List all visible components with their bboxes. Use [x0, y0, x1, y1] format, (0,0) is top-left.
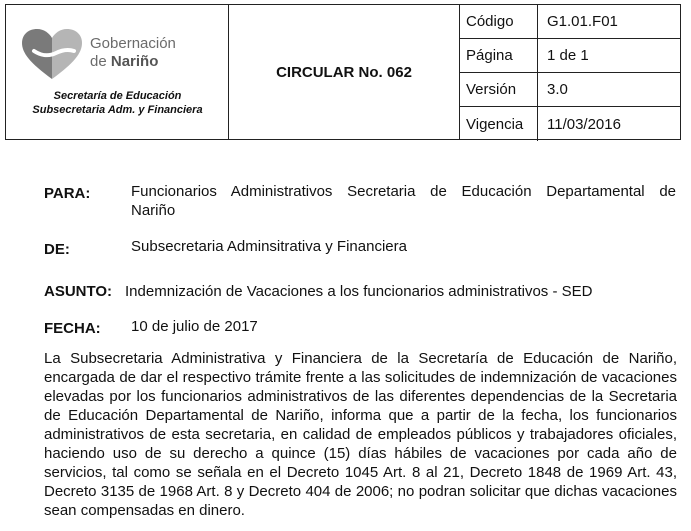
de-value: Subsecretaria Adminsitrativa y Financiera: [131, 238, 407, 255]
meta-row-version: [460, 73, 680, 107]
department-line2: Subsecretaria Adm. y Financiera: [32, 104, 203, 116]
heart-logo-icon: [20, 27, 84, 83]
meta-label: Versión: [460, 73, 538, 106]
meta-row-vigencia: [460, 107, 680, 141]
para-value-line2: Nariño: [131, 202, 176, 219]
meta-label: Vigencia: [460, 107, 538, 141]
logo-wordmark: [90, 35, 176, 71]
meta-value: 11/03/2016: [547, 115, 621, 133]
department-name: [6, 89, 229, 117]
meta-value: 1 de 1: [547, 47, 589, 64]
document-meta-cell: [460, 5, 680, 139]
header-logo-cell: [6, 5, 229, 139]
circular-title: CIRCULAR No. 062: [276, 63, 412, 81]
body-paragraph: La Subsecretaria Administrativa y Financiera de la Secretaría de Educación de Nariño, encargada de dar el respectivo trámite frente a las solicitudes de indemnización de vacaciones elevadas por los funcionarios administrativos de las diferentes dependencias de la Secretaria de Educación Departamental de Nariño, informa que a partir de la fecha, los funcionarios administrativos de esta secretaria, en calidad de empleados públicos y trabajadores oficiales, haciendo uso de su derecho a quince (15) días hábiles de vacaciones por cada año de servicios, tal como se señala en el Decreto 1045 Art. 8 al 21, Decreto 1848 de 1969 Art. 43, Decreto 3135 de 1968 Art. 8 y Decreto 404 de 2006; no podran solicitar que dichas vacaciones sean compensadas en dinero.: [44, 350, 677, 519]
asunto-value: Indemnización de Vacaciones a los funcionarios administrativos - SED: [125, 283, 593, 300]
meta-value: G1.01.F01: [547, 13, 618, 30]
document-header-table: [5, 4, 681, 140]
logo-line2-prefix: de: [90, 53, 111, 70]
department-line1: Secretaría de Educación: [53, 90, 182, 102]
meta-row-pagina: [460, 39, 680, 73]
meta-label: Código: [460, 5, 538, 38]
para-label: PARA:: [44, 185, 91, 202]
meta-value: 3.0: [547, 81, 568, 98]
meta-row-codigo: [460, 5, 680, 39]
asunto-label: ASUNTO:: [44, 283, 113, 300]
fecha-label: FECHA:: [44, 320, 101, 337]
logo-line1: Gobernación: [90, 35, 176, 52]
fecha-value: 10 de julio de 2017: [131, 318, 258, 335]
meta-label: Página: [460, 39, 538, 72]
circular-title-cell: [229, 5, 460, 139]
logo-line2-bold: Nariño: [110, 53, 159, 70]
de-label: DE:: [44, 241, 70, 258]
para-value-line1: Funcionarios Administrativos Secretaria de Educación Departamental de: [131, 183, 676, 200]
gobernacion-logo: [20, 27, 220, 87]
